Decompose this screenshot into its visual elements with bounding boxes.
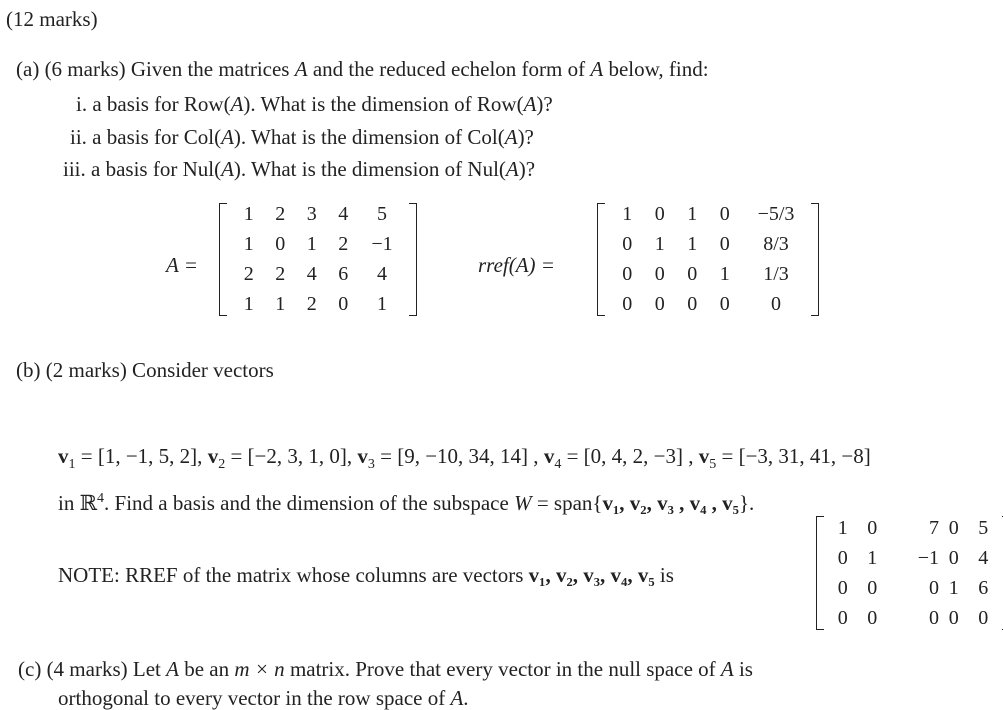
part-c-line-1 bbox=[18, 659, 753, 680]
span-open: = span{ bbox=[531, 491, 603, 515]
matrix-row bbox=[233, 199, 405, 229]
cell: 1 bbox=[687, 203, 698, 225]
item-pre: a basis for Nul( bbox=[91, 157, 222, 181]
matrix-row bbox=[828, 573, 998, 603]
rref-a-label: rref(A) = bbox=[478, 253, 555, 277]
part-a-label: (a) bbox=[16, 57, 40, 81]
var-a: A bbox=[221, 125, 234, 149]
matrix-row bbox=[611, 229, 811, 259]
item-tail: )? bbox=[518, 157, 536, 181]
vector-v5 bbox=[698, 444, 871, 473]
matrix-a bbox=[219, 203, 417, 316]
space-sup: 4 bbox=[97, 491, 105, 506]
matrix-row bbox=[233, 229, 405, 259]
vec-value: = [−2, 3, 1, 0], bbox=[225, 444, 358, 468]
cell: 1 bbox=[377, 293, 387, 315]
space-pre: in ℝ bbox=[58, 491, 98, 515]
span-close: }. bbox=[738, 491, 755, 515]
item-num: i. bbox=[76, 92, 88, 116]
cell: 1 bbox=[948, 577, 959, 599]
item-tail: )? bbox=[517, 125, 534, 149]
cell: 0 bbox=[867, 517, 878, 539]
part-a-prompt bbox=[16, 59, 709, 80]
vec-value: = [9, −10, 34, 14] , bbox=[374, 444, 544, 468]
cell: 4 bbox=[338, 203, 349, 225]
marks-header: (12 marks) bbox=[6, 7, 98, 31]
cell: 0 bbox=[622, 233, 633, 255]
var-mn: m × n bbox=[234, 657, 285, 681]
part-c-pre: (4 marks) Let bbox=[46, 657, 167, 681]
bracket-left bbox=[219, 203, 227, 316]
item-tail: )? bbox=[536, 92, 553, 116]
var-a: A bbox=[230, 92, 244, 116]
vector-v4 bbox=[543, 444, 699, 473]
item-post: ). What is the dimension of Nul( bbox=[233, 157, 506, 181]
cell: 0 bbox=[929, 577, 939, 599]
cell: 0 bbox=[719, 203, 730, 225]
item-pre: a basis for Row( bbox=[92, 92, 231, 116]
cell: 1 bbox=[243, 203, 254, 225]
var-w: W bbox=[514, 491, 532, 515]
span-item: v₅ bbox=[722, 491, 739, 515]
cell: 0 bbox=[837, 547, 848, 569]
cell: 1 bbox=[306, 233, 317, 255]
part-c-post: matrix. Prove that every vector in the null space of bbox=[284, 657, 721, 681]
cell: 8/3 bbox=[763, 233, 789, 255]
vec-sub: 1 bbox=[68, 457, 76, 473]
rref-b-table bbox=[828, 513, 998, 633]
cell: 0 bbox=[622, 293, 633, 315]
part-a-intro: (6 marks) Given the matrices bbox=[44, 57, 295, 81]
matrix-row bbox=[611, 199, 811, 229]
cell: 6 bbox=[978, 577, 989, 599]
cell: 0 bbox=[654, 263, 665, 285]
cell: 0 bbox=[338, 293, 349, 315]
cell: 4 bbox=[978, 547, 989, 569]
part-a-item-1 bbox=[76, 94, 553, 115]
cell: 1 bbox=[243, 233, 254, 255]
vectors-line bbox=[58, 446, 871, 472]
cell: 0 bbox=[948, 607, 959, 629]
vec-name: v bbox=[357, 444, 368, 468]
part-b-prompt bbox=[16, 360, 274, 381]
vec-sub: 2 bbox=[218, 457, 226, 473]
matrix-row bbox=[828, 543, 998, 573]
item-post: ). What is the dimension of Row( bbox=[243, 92, 524, 116]
vec-name: v bbox=[698, 444, 710, 468]
matrix-a-table bbox=[233, 199, 405, 319]
cell: 2 bbox=[275, 203, 286, 225]
cell: −1 bbox=[917, 547, 939, 569]
vec-sub: 4 bbox=[554, 457, 562, 473]
var-a: A bbox=[294, 57, 308, 81]
matrix-row bbox=[233, 289, 405, 319]
cell: 5 bbox=[978, 517, 989, 539]
vec-sub: 3 bbox=[367, 457, 375, 473]
item-post: ). What is the dimension of Col( bbox=[233, 125, 505, 149]
part-c-mid: be an bbox=[178, 657, 235, 681]
rref-a-matrix bbox=[597, 203, 819, 316]
matrix-row bbox=[611, 259, 811, 289]
note-end: is bbox=[654, 563, 674, 587]
cell: 1 bbox=[654, 233, 665, 255]
cell: 1 bbox=[243, 293, 254, 315]
cell: 1 bbox=[837, 517, 848, 539]
cell: −1 bbox=[371, 233, 393, 255]
cell: 1 bbox=[867, 547, 878, 569]
rref-b-matrix bbox=[816, 516, 1002, 630]
part-c-label: (c) bbox=[18, 657, 42, 681]
cell: 7 bbox=[929, 517, 939, 539]
span-item: v₂, bbox=[629, 491, 658, 515]
cell: 1/3 bbox=[763, 263, 789, 285]
matrix-row bbox=[828, 603, 998, 633]
cell: 6 bbox=[338, 263, 349, 285]
cell: 5 bbox=[377, 203, 387, 225]
cell: 0 bbox=[867, 577, 878, 599]
cell: 0 bbox=[978, 607, 989, 629]
vec-value: = [−3, 31, 41, −8] bbox=[716, 444, 871, 468]
cell: 0 bbox=[837, 607, 848, 629]
cell: 4 bbox=[377, 263, 387, 285]
cell: 0 bbox=[654, 203, 665, 225]
span-item: v₄ , bbox=[689, 491, 723, 515]
var-a: A bbox=[166, 657, 179, 681]
cell: 2 bbox=[243, 263, 254, 285]
span-item: v₃ , bbox=[657, 491, 690, 515]
span-item: v₁, bbox=[602, 491, 630, 515]
vec-name: v bbox=[58, 444, 69, 468]
bracket-left bbox=[816, 516, 824, 630]
cell: 0 bbox=[948, 517, 959, 539]
matrix-row bbox=[828, 513, 998, 543]
cell: 0 bbox=[654, 293, 665, 315]
part-a-mid: and the reduced echelon form of bbox=[307, 57, 591, 81]
matrix-row bbox=[233, 259, 405, 289]
cell: 2 bbox=[306, 293, 317, 315]
cell: 0 bbox=[687, 293, 698, 315]
cell: −5/3 bbox=[757, 203, 795, 225]
cell: 0 bbox=[719, 293, 730, 315]
vec-name: v bbox=[543, 444, 555, 468]
part-c-end: is bbox=[733, 657, 753, 681]
cell: 1 bbox=[622, 203, 633, 225]
part-b-intro: (2 marks) Consider vectors bbox=[45, 358, 274, 382]
cell: 1 bbox=[687, 233, 698, 255]
cell: 0 bbox=[719, 233, 730, 255]
cell: 0 bbox=[867, 607, 878, 629]
vector-v2 bbox=[207, 444, 358, 473]
var-a: A bbox=[504, 125, 518, 149]
cell: 0 bbox=[275, 233, 286, 255]
space-post: . Find a basis and the dimension of the subspace bbox=[104, 491, 515, 515]
vec-value: = [1, −1, 5, 2], bbox=[75, 444, 208, 468]
item-num: ii. bbox=[70, 125, 87, 149]
var-a: A bbox=[720, 657, 734, 681]
item-pre: a basis for Col( bbox=[92, 125, 222, 149]
vector-v3 bbox=[357, 444, 544, 473]
cell: 0 bbox=[837, 577, 848, 599]
note-text: NOTE: RREF of the matrix whose columns are vectors bbox=[58, 563, 529, 587]
bracket-right bbox=[409, 203, 417, 316]
cell: 2 bbox=[275, 263, 286, 285]
note-line bbox=[58, 565, 674, 586]
bracket-right bbox=[811, 203, 819, 316]
cell: 0 bbox=[771, 293, 781, 315]
vector-v1 bbox=[58, 444, 208, 473]
var-a: A bbox=[590, 57, 604, 81]
cell: 1 bbox=[719, 263, 730, 285]
part-a-item-3 bbox=[63, 159, 535, 180]
part-c-line2-pre: orthogonal to every vector in the row space of bbox=[58, 686, 451, 710]
cell: 4 bbox=[306, 263, 317, 285]
cell: 1 bbox=[275, 293, 286, 315]
cell: 2 bbox=[338, 233, 349, 255]
rref-a-table bbox=[611, 199, 811, 319]
vec-sub: 5 bbox=[709, 457, 717, 473]
bracket-left bbox=[597, 203, 605, 316]
cell: 0 bbox=[948, 547, 959, 569]
vec-value: = [0, 4, 2, −3] , bbox=[561, 444, 699, 468]
var-a: A bbox=[523, 92, 537, 116]
subspace-line bbox=[58, 492, 754, 514]
part-b-label: (b) bbox=[16, 358, 41, 382]
cell: 0 bbox=[929, 607, 939, 629]
part-a-end: below, find: bbox=[603, 57, 709, 81]
part-c-line2-end: . bbox=[463, 686, 469, 710]
cell: 0 bbox=[687, 263, 698, 285]
cell: 3 bbox=[306, 203, 317, 225]
var-a: A bbox=[450, 686, 464, 710]
var-a: A bbox=[221, 157, 234, 181]
part-a-item-2 bbox=[70, 127, 534, 148]
matrix-a-label: A = bbox=[166, 253, 198, 277]
vec-name: v bbox=[207, 444, 219, 468]
note-vectors: v₁, v₂, v₃, v₄, v₅ bbox=[528, 563, 655, 587]
matrix-row bbox=[611, 289, 811, 319]
item-num: iii. bbox=[63, 157, 86, 181]
cell: 0 bbox=[622, 263, 633, 285]
var-a: A bbox=[505, 157, 519, 181]
